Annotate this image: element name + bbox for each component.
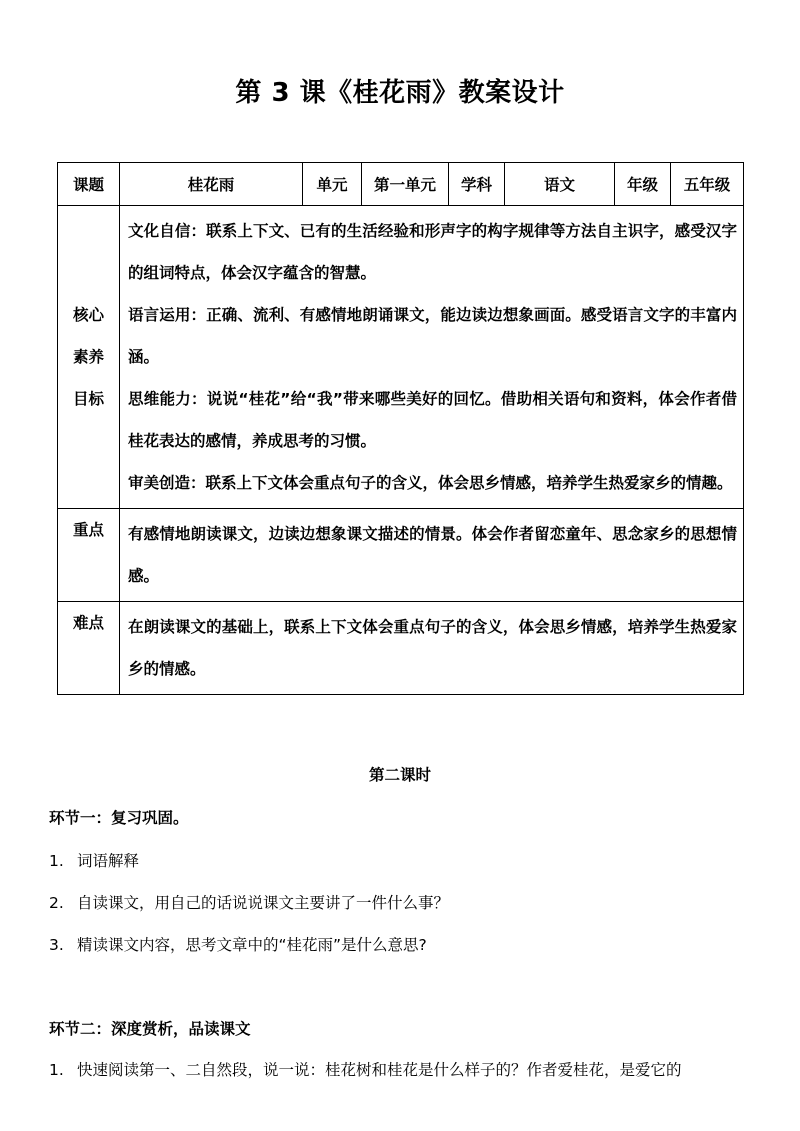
list-item-number: 2.: [49, 894, 64, 912]
list-item-number: 1.: [49, 852, 64, 870]
list-item: [49, 1058, 682, 1080]
page-title: 第 3 课《桂花雨》教案设计: [235, 78, 565, 108]
key-point-row: [58, 509, 744, 602]
key-point-label: 重点: [58, 509, 120, 602]
goals-content: [120, 206, 744, 509]
difficulty-row: [58, 602, 744, 695]
difficulty-label: 难点: [58, 602, 120, 695]
list-item-number: 3.: [49, 936, 64, 954]
grade-value: 五年级: [671, 163, 744, 206]
unit-label: 单元: [303, 163, 362, 206]
subject-value: 语文: [505, 163, 615, 206]
goal-item-aesthetics: 审美创造：联系上下文体会重点句子的含义，体会思乡情感，培养学生热爱家乡的情趣。: [128, 474, 733, 492]
lesson-plan-table: [57, 162, 744, 695]
topic-value: 桂花雨: [120, 163, 303, 206]
list-item: [49, 891, 449, 913]
list-item-text: 快速阅读第一、二自然段，说一说：桂花树和桂花是什么样子的？作者爱桂花，是爱它的: [77, 1061, 682, 1079]
goals-label-line: 素养: [72, 348, 104, 366]
list-item-text: 词语解释: [77, 852, 140, 870]
goal-item-thinking: 思维能力：说说“桂花”给“我”带来哪些美好的回忆。借助相关语句和资料，体会作者借桂花表达的感情，养成思考的习惯。: [128, 390, 737, 450]
list-item: [49, 849, 139, 871]
grade-label: 年级: [615, 163, 671, 206]
goals-label: [58, 206, 120, 509]
table-header-row: [58, 163, 744, 206]
list-item-number: 1.: [49, 1061, 64, 1079]
step2-title: 环节二：深度赏析，品读课文: [49, 1020, 251, 1038]
step1-title: 环节一：复习巩固。: [49, 809, 189, 827]
goals-label-line: 目标: [72, 390, 104, 408]
unit-value: 第一单元: [362, 163, 449, 206]
list-item-text: 自读课文，用自己的话说说课文主要讲了一件什么事？: [77, 894, 450, 912]
lesson-heading: 第二课时: [368, 766, 431, 784]
subject-label: 学科: [449, 163, 505, 206]
list-item-text: 精读课文内容，思考文章中的“桂花雨”是什么意思?: [77, 936, 427, 954]
goals-row: [58, 206, 744, 509]
topic-label: 课题: [58, 163, 120, 206]
goals-label-line: 核心: [72, 306, 104, 324]
goal-item-culture: 文化自信：联系上下文、已有的生活经验和形声字的构字规律等方法自主识字，感受汉字的组词特点，体会汉字蕴含的智慧。: [128, 222, 737, 282]
list-item: [49, 933, 427, 955]
key-point-text: 有感情地朗读课文，边读边想象课文描述的情景。体会作者留恋童年、思念家乡的思想情感。: [120, 509, 744, 602]
difficulty-text: 在朗读课文的基础上，联系上下文体会重点句子的含义，体会思乡情感，培养学生热爱家乡的情感。: [120, 602, 744, 695]
goal-item-language: 语言运用：正确、流利、有感情地朗诵课文，能边读边想象画面。感受语言文字的丰富内涵。: [128, 306, 737, 366]
